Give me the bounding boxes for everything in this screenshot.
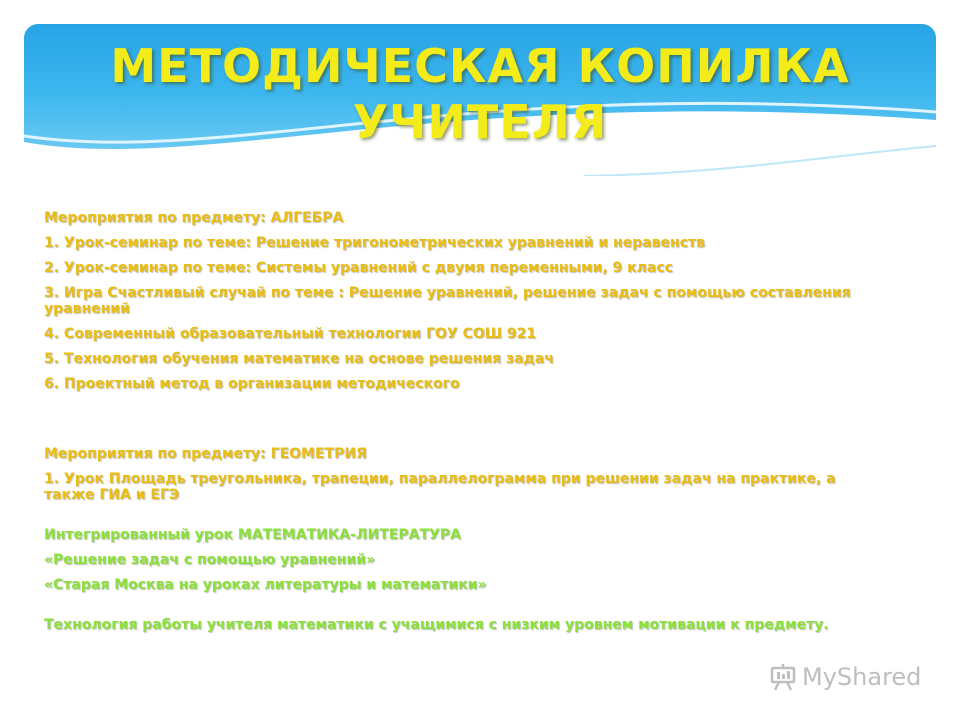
page-title bbox=[24, 38, 936, 150]
algebra-item-6: 6. Проектный метод в организации методического bbox=[44, 376, 460, 392]
geometry-item-1: 1. Урок Площадь треугольника, трапеции, параллелограмма при решении задач на практике, а также ГИА и ЕГЭ bbox=[44, 471, 836, 503]
content-area bbox=[44, 210, 874, 633]
integrated-item-2: «Старая Москва на уроках литературы и математики» bbox=[44, 577, 487, 593]
title-line-1: МЕТОДИЧЕСКАЯ КОПИЛКА bbox=[110, 39, 850, 93]
geometry-heading: Мероприятия по предмету: ГЕОМЕТРИЯ bbox=[44, 446, 367, 462]
algebra-item-5: 5. Технология обучения математике на основе решения задач bbox=[44, 351, 554, 367]
integrated-heading: Интегрированный урок МАТЕМАТИКА-ЛИТЕРАТУРА bbox=[44, 527, 461, 543]
algebra-item-4: 4. Современный образовательный технологии ГОУ СОШ 921 bbox=[44, 326, 537, 342]
watermark-text: MyShared bbox=[802, 663, 922, 691]
technology-line: Технология работы учителя математики с учащимися с низким уровнем мотивации к предмету. bbox=[44, 617, 829, 633]
title-line-2: УЧИТЕЛЯ bbox=[352, 95, 608, 149]
algebra-item-1: 1. Урок-семинар по теме: Решение тригонометрических уравнений и неравенств bbox=[44, 235, 705, 251]
watermark-logo bbox=[770, 660, 930, 694]
algebra-item-3: 3. Игра Счастливый случай по теме : Решение уравнений, решение задач с помощью составления уравнений bbox=[44, 285, 851, 317]
presentation-board-icon bbox=[770, 663, 796, 691]
integrated-item-1: «Решение задач с помощью уравнений» bbox=[44, 552, 376, 568]
algebra-item-2: 2. Урок-семинар по теме: Системы уравнений с двумя переменными, 9 класс bbox=[44, 260, 673, 276]
algebra-heading: Мероприятия по предмету: АЛГЕБРА bbox=[44, 210, 344, 226]
